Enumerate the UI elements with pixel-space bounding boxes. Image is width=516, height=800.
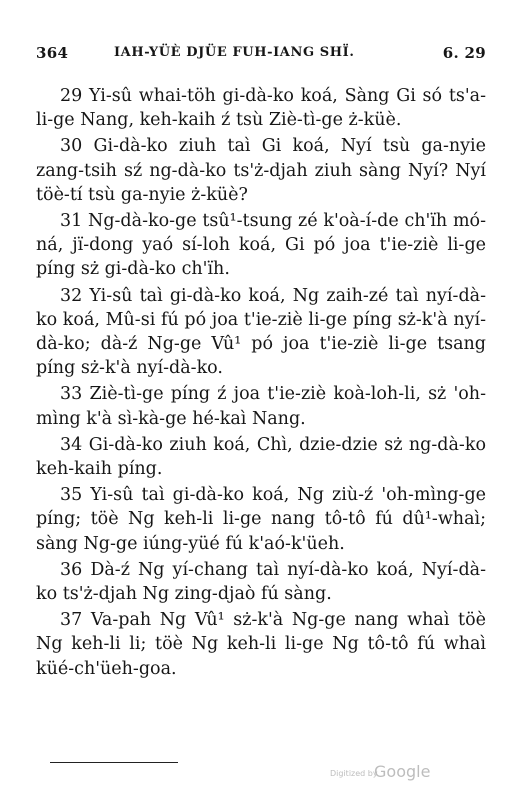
verse-31: 31 Ng-dà-ko-ge tsû¹-tsung zé k'oà-í-de ch'ïh mó-ná, jï-dong yaó sí-loh koá, Gi pó joa t'ie-ziè li-ge píng sż gi-dà-ko ch'ïh. xyxy=(36,211,486,280)
verse-29: 29 Yi-sû whai-töh gi-dà-ko koá, Sàng Gi só ts'a-li-ge Nang, keh-kaih ź tsù Ziè-tì-ge ż-küè. xyxy=(36,86,486,131)
verse-37: 37 Va-pah Ng Vû¹ sż-k'à Ng-ge nang whaì töè Ng keh-li li; töè Ng keh-li li-ge Ng tô-tô fú whaì küé-ch'üeh-goa. xyxy=(36,610,486,679)
digitized-watermark xyxy=(330,762,440,782)
running-header xyxy=(36,44,486,68)
verse-30: 30 Gi-dà-ko ziuh taì Gi koá, Nyí tsù ga-nyie zang-tsih sź ng-dà-ko ts'ż-djah ziuh sàng Nyí? Nyí töè-tí tsù ga-nyie ż-küè? xyxy=(36,136,486,205)
watermark-prefix: Digitized by xyxy=(330,769,378,778)
chapter-verse-marker: 6. 29 xyxy=(442,44,486,62)
verse-35: 35 Yi-sû taì gi-dà-ko koá, Ng ziù-ź 'oh-mìng-ge píng; töè Ng keh-li li-ge nang tô-tô fú dû¹-whaì; sàng Ng-ge iúng-yüé fú k'aó-k'üeh. xyxy=(36,485,486,554)
verse-33: 33 Ziè-tì-ge píng ź joa t'ie-ziè koà-loh-li, sż 'oh-mìng k'à sì-kà-ge hé-kaì Nang. xyxy=(36,384,486,429)
verse-32: 32 Yi-sû taì gi-dà-ko koá, Ng zaih-zé taì nyí-dà-ko koá, Mû-si fú pó joa t'ie-ziè li-ge píng sż-k'à nyí-dà-ko; dà-ź Ng-ge Vû¹ pó joa t'ie-ziè li-ge tsang píng sż-k'à nyí-dà-ko. xyxy=(36,285,486,379)
page-number: 364 xyxy=(36,44,69,62)
verse-36: 36 Dà-ź Ng yí-chang taì nyí-dà-ko koá, Nyí-dà-ko ts'ż-djah Ng zing-djaò fú sàng. xyxy=(36,559,486,605)
verse-34: 34 Gi-dà-ko ziuh koá, Chì, dzie-dzie sż ng-dà-ko keh-kaih píng. xyxy=(36,434,486,480)
footer-rule xyxy=(50,762,178,763)
body-text xyxy=(36,84,486,683)
running-title: IAH-YÜÈ DJÜE FUH-IANG SHÏ. xyxy=(114,45,355,60)
watermark-brand: Google xyxy=(374,762,431,781)
